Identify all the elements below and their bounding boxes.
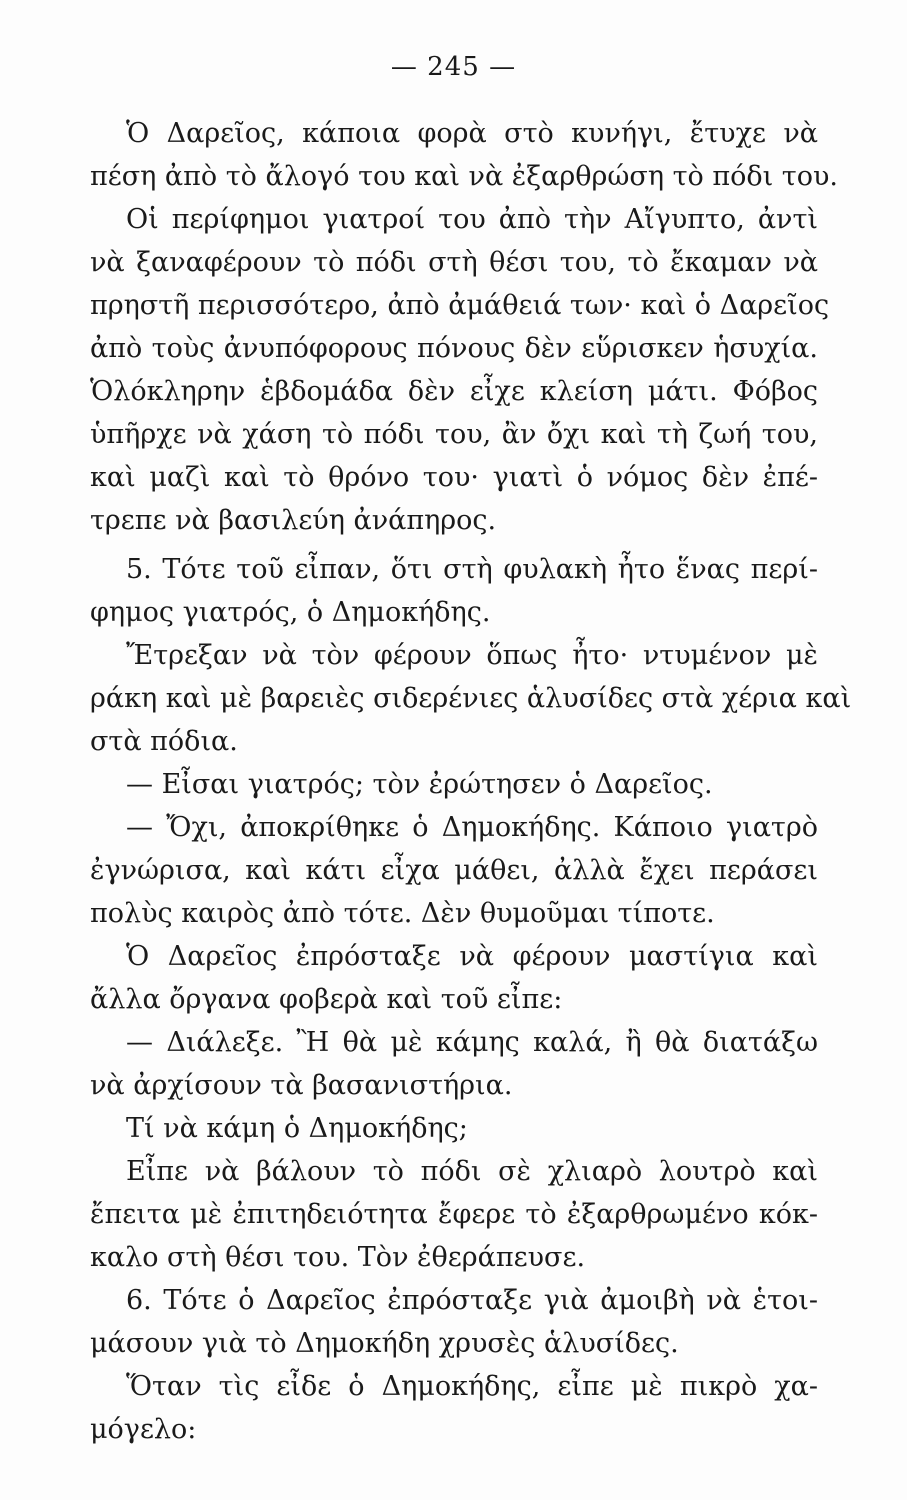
text-line: ἄλλα ὄργανα φοβερὰ καὶ τοῦ εἶπε:: [90, 984, 563, 1015]
text-line: νὰ ἀρχίσουν τὰ βασανιστήρια.: [90, 1070, 513, 1101]
text-line: τρεπε νὰ βασιλεύη ἀνάπηρος.: [90, 505, 497, 536]
text-line: ἐγνώρισα, καὶ κάτι εἶχα μάθει, ἀλλὰ ἔχει περάσει: [90, 855, 818, 886]
text-line: πολὺς καιρὸς ἀπὸ τότε. Δὲν θυμοῦμαι τίποτε.: [90, 898, 715, 929]
text-line: μόγελο:: [90, 1414, 197, 1445]
text-line: — Εἶσαι γιατρός; τὸν ἐρώτησεν ὁ Δαρεῖος.: [126, 769, 713, 800]
text-line: ράκη καὶ μὲ βαρειὲς σιδερένιες ἁλυσίδες στὰ χέρια καὶ: [90, 683, 852, 714]
text-line: Οἱ περίφημοι γιατροί του ἀπὸ τὴν Αἴγυπτο, ἀντὶ: [126, 204, 818, 235]
text-line: πρηστῆ περισσότερο, ἀπὸ ἀμάθειά των· καὶ ὁ Δαρεῖος: [90, 290, 830, 321]
text-line: φημος γιατρός, ὁ Δημοκήδης.: [90, 597, 491, 628]
text-line: Ὁλόκληρην ἑβδομάδα δὲν εἶχε κλείση μάτι. Φόβος: [90, 376, 818, 407]
text-line: ἀπὸ τοὺς ἀνυπόφορους πόνους δὲν εὕρισκεν ἡσυχία.: [90, 333, 818, 364]
text-line: νὰ ξαναφέρουν τὸ πόδι στὴ θέσι του, τὸ ἔκαμαν νὰ: [90, 247, 818, 278]
text-line: 6. Τότε ὁ Δαρεῖος ἐπρόσταξε γιὰ ἀμοιβὴ νὰ ἑτοι-: [126, 1285, 818, 1316]
text-line: καλο στὴ θέσι του. Τὸν ἐθεράπευσε.: [90, 1242, 586, 1273]
text-line: Ὁ Δαρεῖος ἐπρόσταξε νὰ φέρουν μαστίγια καὶ: [126, 941, 818, 972]
page-number: — 245 —: [390, 52, 517, 82]
text-line: Ἔτρεξαν νὰ τὸν φέρουν ὅπως ἦτο· ντυμένον μὲ: [126, 640, 818, 671]
text-line: στὰ πόδια.: [90, 726, 238, 757]
text-line: Ὅταν τὶς εἶδε ὁ Δημοκήδης, εἶπε μὲ πικρὸ χα-: [126, 1371, 818, 1402]
text-line: πέση ἀπὸ τὸ ἄλογό του καὶ νὰ ἐξαρθρώση τὸ πόδι του.: [90, 161, 838, 192]
text-line: Εἶπε νὰ βάλουν τὸ πόδι σὲ χλιαρὸ λουτρὸ καὶ: [126, 1156, 818, 1187]
text-line: Ὁ Δαρεῖος, κάποια φορὰ στὸ κυνήγι, ἔτυχε νὰ: [126, 118, 818, 149]
body-text: [90, 112, 852, 1451]
text-line: καὶ μαζὶ καὶ τὸ θρόνο του· γιατὶ ὁ νόμος δὲν ἐπέ-: [90, 462, 818, 493]
text-line: μάσουν γιὰ τὸ Δημοκήδη χρυσὲς ἁλυσίδες.: [90, 1328, 679, 1359]
text-line: 5. Τότε τοῦ εἶπαν, ὅτι στὴ φυλακὴ ἦτο ἕνας περί-: [126, 554, 818, 585]
text-line: ὑπῆρχε νὰ χάση τὸ πόδι του, ἂν ὄχι καὶ τὴ ζωή του,: [90, 419, 818, 450]
text-line: ἔπειτα μὲ ἐπιτηδειότητα ἔφερε τὸ ἐξαρθρωμένο κόκ-: [90, 1199, 818, 1230]
text-line: Τί νὰ κάμη ὁ Δημοκήδης;: [126, 1113, 468, 1144]
text-line: — Ὄχι, ἀποκρίθηκε ὁ Δημοκήδης. Κάποιο γιατρὸ: [126, 812, 818, 843]
text-line: — Διάλεξε. Ἢ θὰ μὲ κάμης καλά, ἢ θὰ διατάξω: [126, 1027, 818, 1058]
